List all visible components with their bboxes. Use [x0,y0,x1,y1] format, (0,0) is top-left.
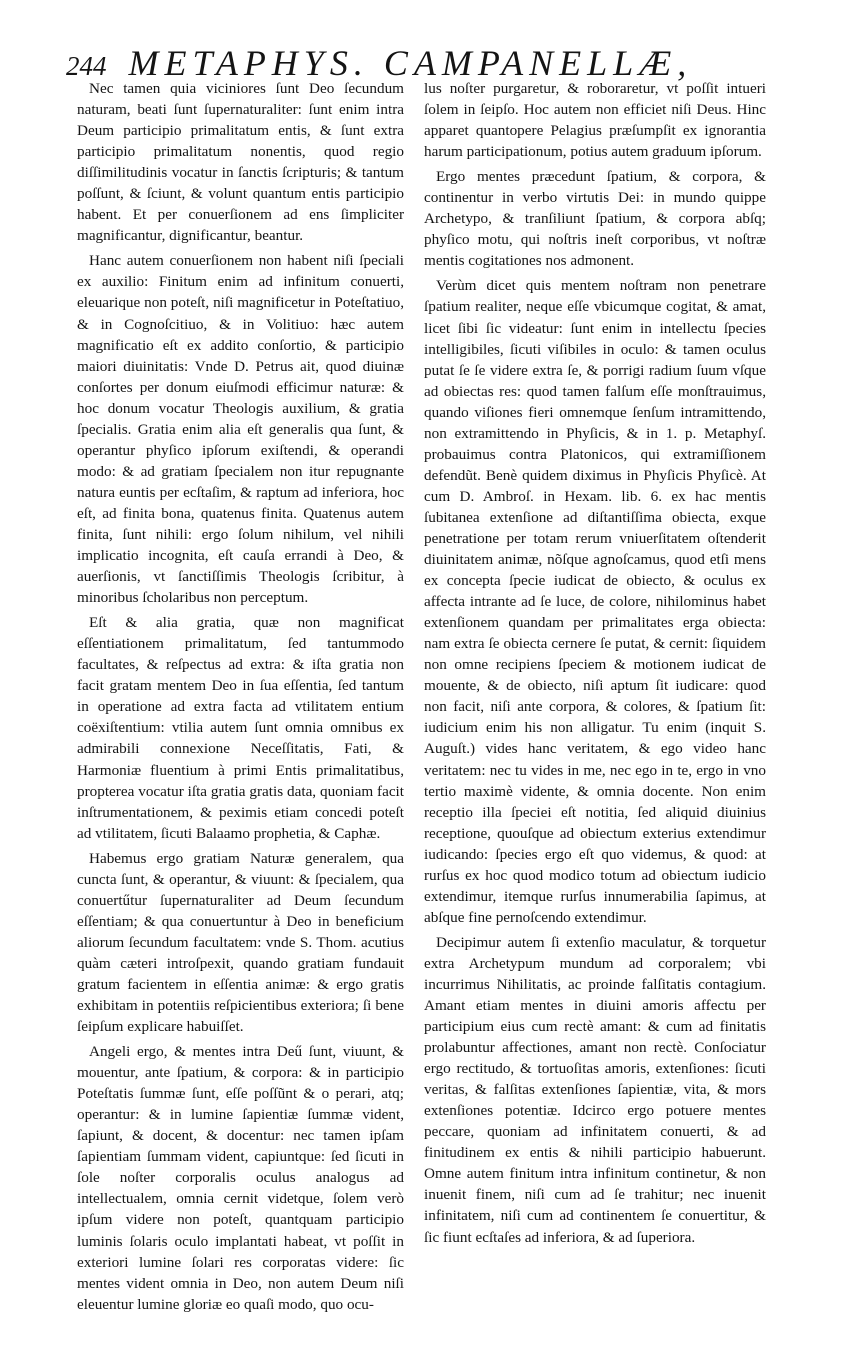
paragraph: Ergo mentes præcedunt ſpatium, & corpora, & continentur in verbo virtutis Dei: in mundo quippe Archetypo, & tranſiliunt ſpatium, & corpora abſq; phyſico motu, qui noſtris ineſt corporibus, vt noſtræ mentis cogitationes nos admonent. [424,168,766,270]
right-column [424,78,766,1248]
paragraph: lus noſter purgaretur, & roboraretur, vt poſſit intueri ſolem in ſeipſo. Hoc autem non efficiet niſi Deus. Hinc apparet quantopere Pelagius præſumpſit ex ignorantia harum participationum, potius autem graduum ipſorum. [424,80,766,161]
paragraph: Angeli ergo, & mentes intra Deű ſunt, viuunt, & mouentur, ante ſpatium, & corpora: & in participio Poteſtatis ſummæ ſunt, eſſe poſſũnt & o perari, atq; operantur: & in lumine ſapientiæ ſummæ vident, ſapiunt, & docent, & docentur: nec tamen ipſam ſapientiam ſummam vident, capiuntque: ſed ſicuti in ſole noſter corporalis oculus analogus ad intellectualem, omnia cernit videtque, ſolem verò ipſum videre non poteſt, quantquam participio luminis ſolaris oculo implantati habeat, vt poſſit in exteriori lumine ſolari res corporatas videre: ſic mentes vident omnia in Deo, non autem Deum niſi eleuentur lumine gloriæ eo quaſi modo, quo ocu- [77,1043,404,1313]
running-title: METAPHYS. CAMPANELLÆ, [128,43,693,83]
paragraph: Verùm dicet quis mentem noſtram non penetrare ſpatium realiter, neque eſſe vbicumque cogitat, & amat, licet ſibi ſic videatur: ſunt enim in intellectu ſpecies intelligibiles, ſicuti viſibiles in oculo: & tamen oculus putat ſe ſe videre extra ſe, & porrigi radium ſuum vſque ad obiectas res: quod tamen falſum eſſe monſtrauimus, quando viſiones fieri omnemque ſenſum intramittendo, non extramittendo in Phyſicis, & in 1. p. Metaphyſ. probauimus contra Platonicos, qui extramiſſionem defendũt. Benè quidem diximus in Phyſicis Phyſicè. At cum D. Ambroſ. in Hexam. lib. 6. ex hac mentis ſubitanea extenſione ad diſtantiſſima obiecta, exque penetratione per totam rerum vniuerſitatem oſtenderit diuinitatem animæ, nõſque agnoſcamus, quod etſi mens ex concepta ſpecie iudicat de obiecto, & oculus ex affecta intrante ad ſe luce, de colore, nihilominus habet extenſionem quandam per primalitates erga obiecta: nam extra ſe obiecta cernere ſe putat, & cernit: ſiquidem non omne recipiens ſpeciem & motionem iudicat de mouente, & de obiecto, niſi aptum ſit iudicare: quod non facit, niſi ante corpora, & colores, & ſpatium ſit: iudicium enim his non alligatur. Tu enim (inquit S. Auguſt.) vides hanc veritatem, & ego video hanc veritatem: nec tu vides in me, nec ego in te, ergo in vno tertio maximè vidente, & omnia docente. Non enim receptio illa ſpeciei eſt notitia, ſed aliquid diuinius receptione, quouſque ad obiectum exterius extendimur iudicando: ſpecies ergo eſt quo videmus, & quod: at rurſus ex hoc quod modico totum ad obiectum iudicio extendimur, itemque rurſus innumerabilia ſapimus, at abſque fine pernoſcendo extendimur. [424,277,766,926]
paragraph: Habemus ergo gratiam Naturæ generalem, qua cuncta ſunt, & operantur, & viuunt: & ſpecialem, qua conuertűtur ſupernaturaliter ad Deum ſecundum eſſentiam; & qua conuertuntur à Deo in beneficium aliorum ſecundum facultatem: vnde S. Thom. acutius quàm cæteri introſpexit, quando gratiam fundauit gratum facientem in eſſentia animæ: & ergo gratis exhibitam in potentiis reſpicientibus exteriora; ſi bene ſeipſum explicare habuiſſet. [77,849,404,1036]
page-number: 244 [66,51,107,81]
paragraph: Decipimur autem ſi extenſio maculatur, & torquetur extra Archetypum mundum ad corporalem; vbi incurrimus Nihilitatis, ac proinde falſitatis contagium. Amant etiam mentes in diuini amoris affectu per participium eius cum rectè amant: & cum ad finitatis prolabuntur affectiones, amant non rectè. Conſociatur ergo rectitudo, & tortuoſitas amoris, extenſiones: ſicuti veritas, & falſitas extenſiones ſapientiæ, vita, & mors extenſiones potentiæ. Idcirco ergo potuere mentes peccare, quoniam ad infinitatem conuerti, & ad finitudinem ex entis & nihili participio habuerunt. Omne autem finitum intra infinitum continetur, & non inuenit finem, niſi cum ad ſe trahitur; nec inuenit infinitatem, niſi cum ad continentem ſe conuertitur, & ſic fiunt ecſtaſes ad inferiora, & ad ſuperiora. [424,933,766,1246]
paragraph: Eſt & alia gratia, quæ non magnificat eſſentiationem primalitatum, ſed tantummodo facultates, & reſpectus ad extra: & iſta gratia non facit gratam mentem Deo in ſua eſſentia, ſed tantum in operatione ad extra facta ad vtilitatem entium coëxiſtentium: vtilia autem ſunt omnia omnibus ex admirabili connexione Neceſſitatis, Fati, & Harmoniæ fluentium à primi Entis primalitatibus, propterea vocatur iſta gratia gratis data, quoniam facit inſtrumentationem, & peximis etiam concedi poteſt ad vtilitatem, ſicuti Balaamo prophetia, & Caphæ. [77,614,404,842]
paragraph: Nec tamen quia viciniores ſunt Deo ſecundum naturam, beati ſunt ſupernaturaliter: ſunt enim intra Deum participio primalitatum entis, & ſunt extra participio primalitatum nonentis, quod regio diſſimilitudinis vocatur in ſanctis ſcripturis; & tantum poſſunt, & ſciunt, & volunt quantum entis participio habent. Et per conuerſionem ad ens ſimpliciter magnificantur, dignificantur, beantur. [77,80,404,245]
paragraph: Hanc autem conuerſionem non habent niſi ſpeciali ex auxilio: Finitum enim ad infinitum conuerti, eleuarique non poteſt, niſi magnificetur in Poteſtatiuo, & in Cognoſcitiuo, & in Volitiuo: hæc autem magnificatio eſt ex addito conſortio, & participio maiori diuinitatis: Vnde D. Petrus ait, quod diuinæ conſortes per donum eiuſmodi efficimur naturæ: & hoc donum vocatur Theologis auxilium, & gratia ſpecialis. Gratia enim alia eſt generalis qua ſunt, & operantur phyſico ipſorum exiſtendi, & operandi modo: & ad gratiam ſpecialem non itur repugnante natura euntis per ecſtaſim, & raptum ad inferiora, hoc eſt, ad finita bona, quatenus finita. Quatenus autem finita, ſunt nihili: ergo ſolum nihilum, vel nihili implicatio incognita, eſt cauſa errandi à Deo, & auerſionis, vt ſanctiſſimis Theologis ſcribitur, à minoribus ſcholaribus non perceptum. [77,252,404,607]
left-column [77,78,404,1315]
